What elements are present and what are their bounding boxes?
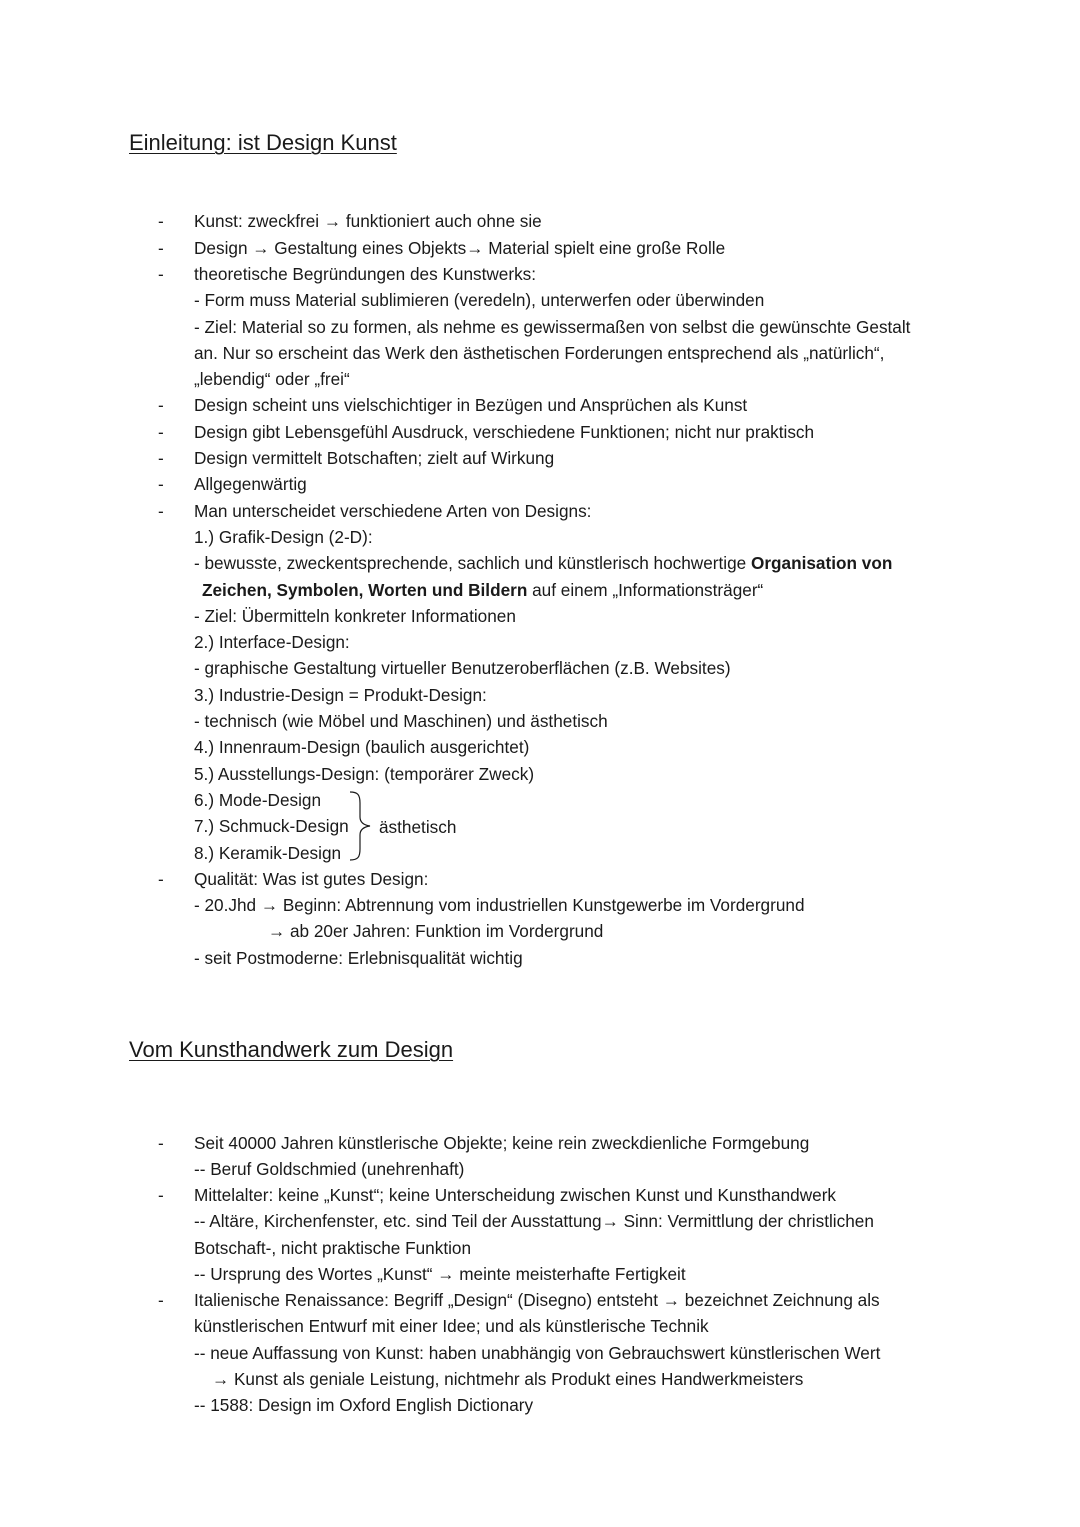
text-line: Italienische Renaissance: Begriff „Design“ (Disegno) entsteht → bezeichnet Zeichnung als [194, 1290, 880, 1310]
bullet-dash: - [158, 501, 164, 521]
bullet-dash: - [158, 474, 164, 494]
bullet-dash: - [158, 448, 164, 468]
text-line: Mittelalter: keine „Kunst“; keine Unterscheidung zwischen Kunst und Kunsthandwerk [194, 1185, 837, 1205]
text-line: → Kunst als geniale Leistung, nichtmehr als Produkt eines Handwerkmeisters [212, 1369, 804, 1389]
text-line: - seit Postmoderne: Erlebnisqualität wichtig [194, 948, 523, 968]
section-heading-kunsthandwerk: Vom Kunsthandwerk zum Design [129, 1037, 454, 1062]
text-line: -- Ursprung des Wortes „Kunst“ → meinte meisterhafte Fertigkeit [194, 1264, 686, 1284]
text-line: künstlerischen Entwurf mit einer Idee; und als künstlerische Technik [194, 1316, 709, 1336]
text-line: „lebendig“ oder „frei“ [194, 369, 350, 389]
bullet-dash: - [158, 1133, 164, 1153]
text-line: 8.) Keramik-Design [194, 843, 342, 863]
text-line: Design → Gestaltung eines Objekts→ Material spielt eine große Rolle [194, 238, 726, 258]
text-line: -- Beruf Goldschmied (unehrenhaft) [194, 1159, 465, 1179]
text-line: Allgegenwärtig [194, 474, 307, 494]
text-line: - 20.Jhd → Beginn: Abtrennung vom industriellen Kunstgewerbe im Vordergrund [194, 895, 805, 915]
text-line: 4.) Innenraum-Design (baulich ausgerichtet) [194, 737, 530, 757]
text-line: -- 1588: Design im Oxford English Dictionary [194, 1395, 534, 1415]
bold-text: Zeichen, Symbolen, Worten und Bildern [202, 580, 528, 600]
text-line: 3.) Industrie-Design = Produkt-Design: [194, 685, 487, 705]
text-line: 5.) Ausstellungs-Design: (temporärer Zweck) [194, 764, 535, 784]
text-line: Seit 40000 Jahren künstlerische Objekte; keine rein zweckdienliche Formgebung [194, 1133, 810, 1153]
text-line: Design scheint uns vielschichtiger in Bezügen und Ansprüchen als Kunst [194, 395, 748, 415]
brace-label: ästhetisch [379, 817, 457, 837]
text-line: - graphische Gestaltung virtueller Benutzeroberflächen (z.B. Websites) [194, 658, 731, 678]
text-line: → ab 20er Jahren: Funktion im Vordergrund [268, 921, 604, 941]
bullet-dash: - [158, 264, 164, 284]
bullet-dash: - [158, 238, 164, 258]
bullet-dash: - [158, 422, 164, 442]
text-span: - bewusste, zweckentsprechende, sachlich und künstlerisch hochwertige [194, 553, 751, 573]
bullet-dash: - [158, 395, 164, 415]
text-line: 2.) Interface-Design: [194, 632, 350, 652]
grafik-description-line1 [194, 550, 892, 576]
text-span: auf einem „Informationsträger“ [527, 580, 764, 600]
bullet-dash: - [158, 211, 164, 231]
bullet-dash: - [158, 1185, 164, 1205]
text-line: Kunst: zweckfrei → funktioniert auch ohne sie [194, 211, 542, 231]
section-heading-einleitung: Einleitung: ist Design Kunst [129, 130, 397, 155]
curly-brace [346, 789, 376, 863]
text-line: -- neue Auffassung von Kunst: haben unabhängig von Gebrauchswert künstlerischen Wert [194, 1343, 881, 1363]
text-line: - Form muss Material sublimieren (veredeln), unterwerfen oder überwinden [194, 290, 765, 310]
text-line: Man unterscheidet verschiedene Arten von Designs: [194, 501, 592, 521]
text-line: Design vermittelt Botschaften; zielt auf Wirkung [194, 448, 555, 468]
text-line: 1.) Grafik-Design (2-D): [194, 527, 373, 547]
text-line: - Ziel: Material so zu formen, als nehme es gewissermaßen von selbst die gewünschte Gestalt [194, 317, 911, 337]
bold-text: Organisation von [750, 553, 893, 573]
text-line: theoretische Begründungen des Kunstwerks: [194, 264, 537, 284]
bullet-dash: - [158, 1290, 164, 1310]
text-line: - technisch (wie Möbel und Maschinen) und ästhetisch [194, 711, 608, 731]
text-line: Botschaft-, nicht praktische Funktion [194, 1238, 472, 1258]
bullet-dash: - [158, 869, 164, 889]
grafik-description-line2 [202, 577, 763, 603]
text-line: Qualität: Was ist gutes Design: [194, 869, 429, 889]
text-line: Design gibt Lebensgefühl Ausdruck, verschiedene Funktionen; nicht nur praktisch [194, 422, 815, 442]
text-line: 6.) Mode-Design [194, 790, 322, 810]
text-line: 7.) Schmuck-Design [194, 816, 349, 836]
text-line: an. Nur so erscheint das Werk den ästhetischen Forderungen entsprechend als „natürlich“, [194, 343, 885, 363]
text-line: -- Altäre, Kirchenfenster, etc. sind Teil der Ausstattung→ Sinn: Vermittlung der christlichen [194, 1211, 874, 1231]
text-line: - Ziel: Übermitteln konkreter Informationen [194, 606, 516, 626]
